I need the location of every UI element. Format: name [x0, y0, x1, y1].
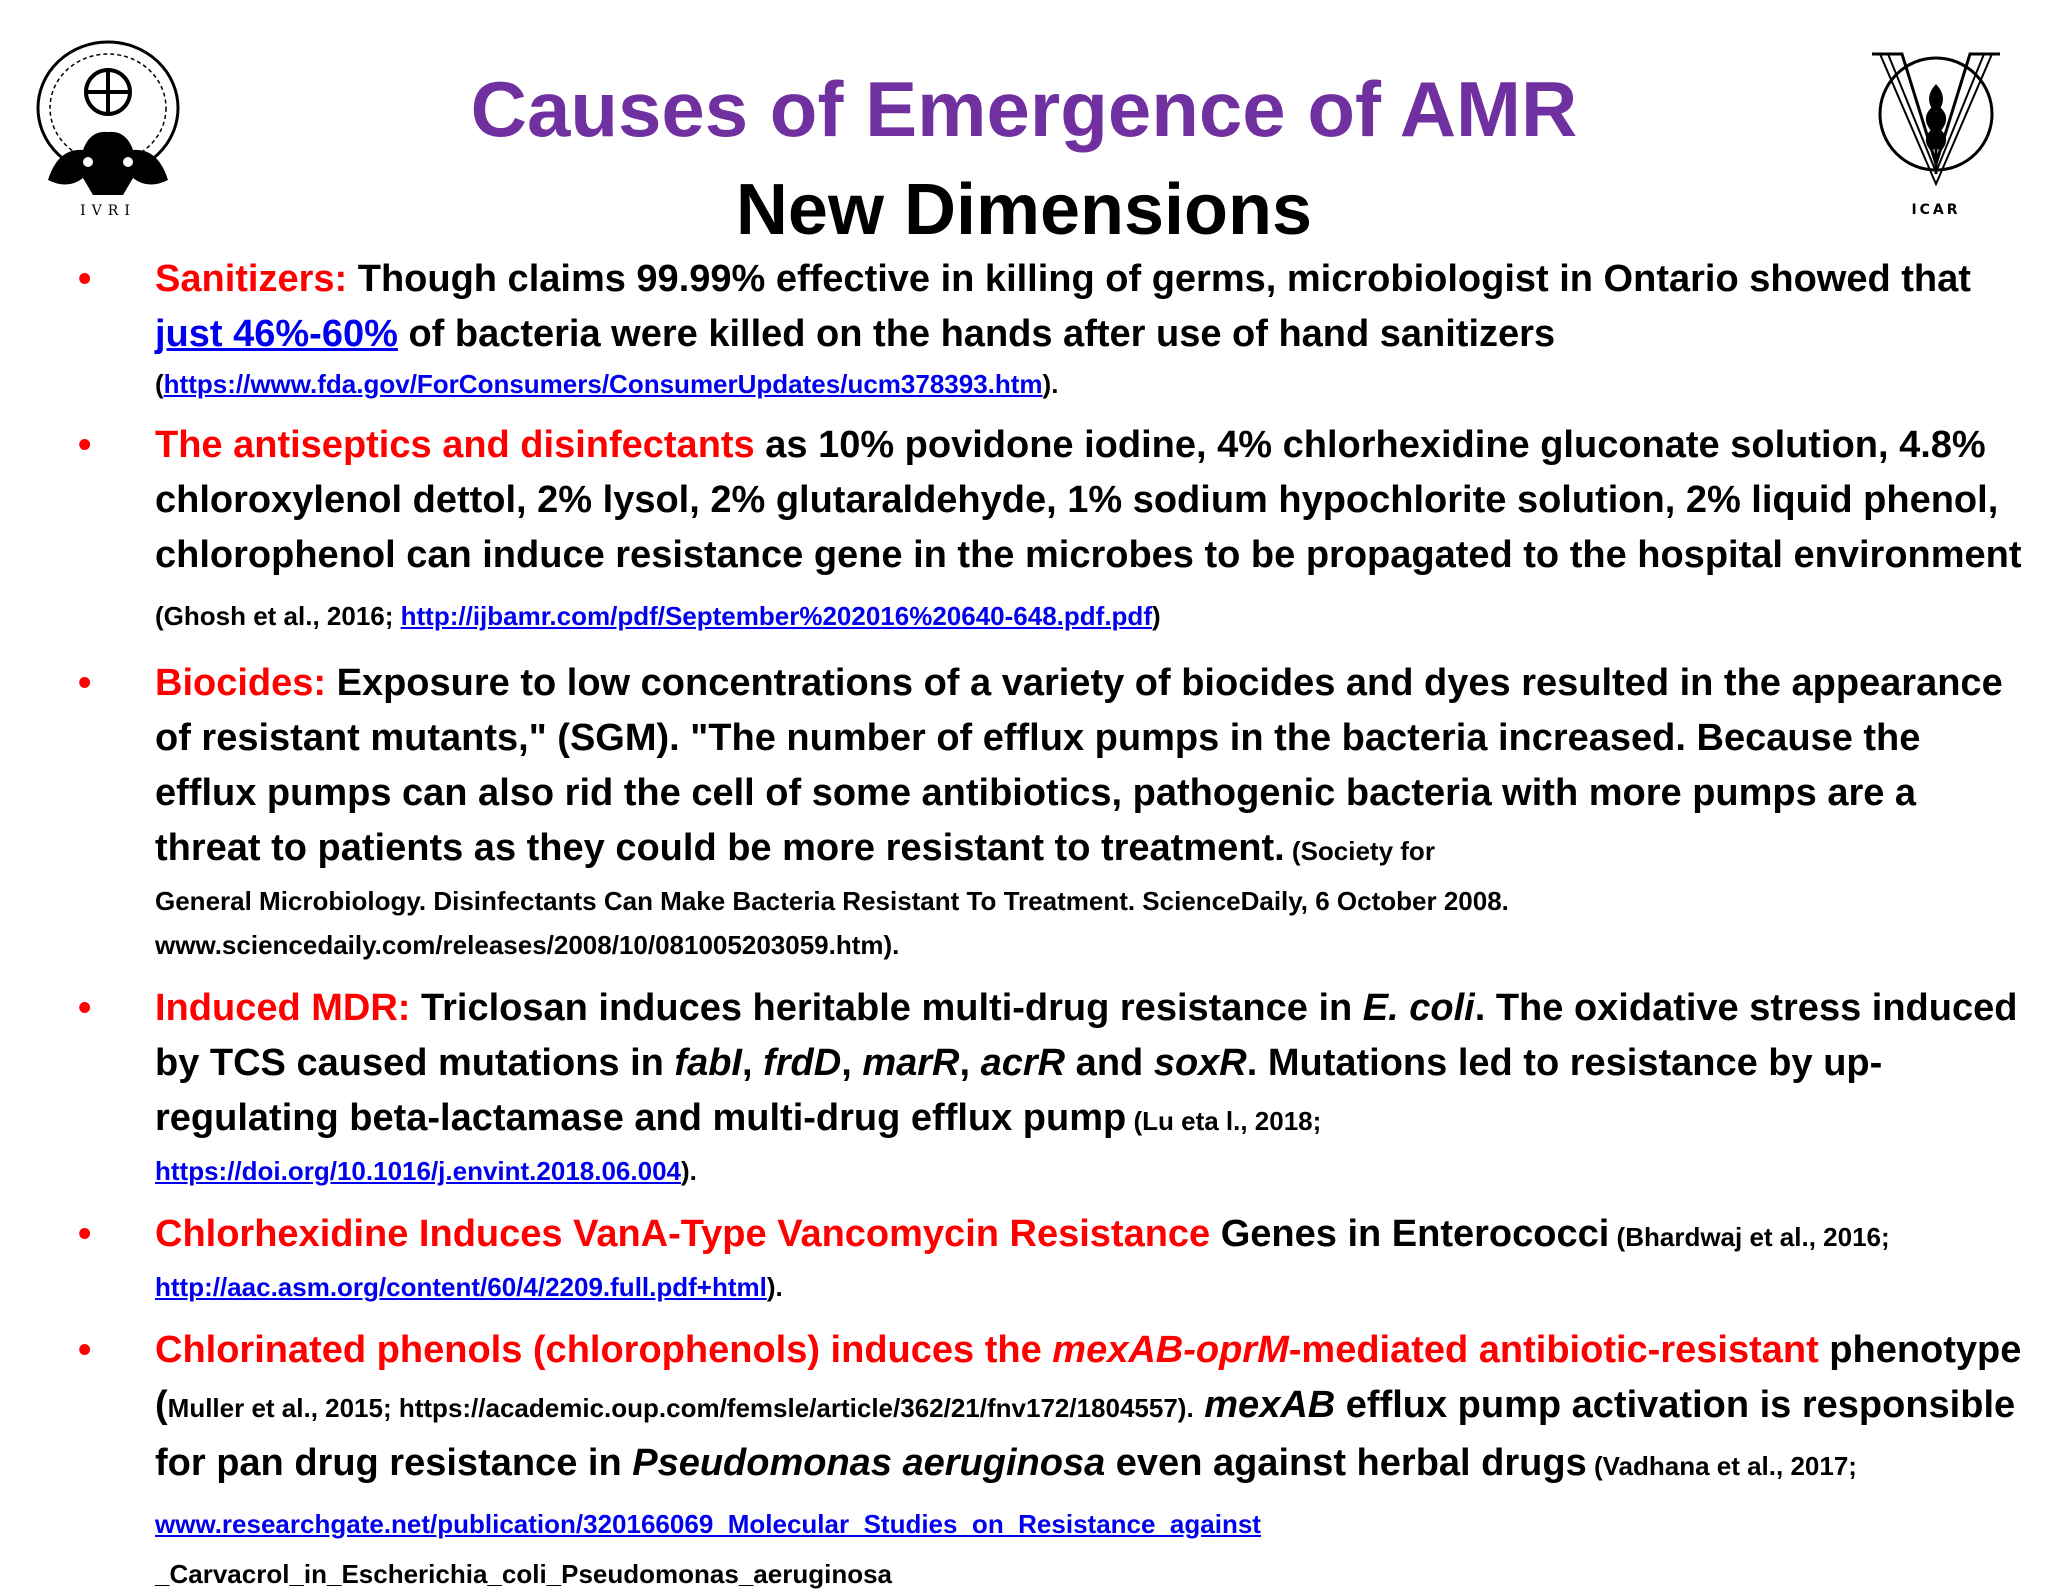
bullet-text: as 10% povidone iodine, 4% chlorhexidine gluconate solution, 4.8% chloroxylenol dettol, 2% lysol, 2% glutaraldehyde, 1% sodium hypochlorite solution, 2% liquid phenol, chlorophenol can induce resistance gene in the microbes to be propagated to the hospital environment — [155, 424, 2022, 576]
bullet-text: Though claims 99.99% effective in killing of germs, microbiologist in Ontario showed that — [347, 258, 1971, 300]
ref-paren: ) — [1151, 601, 1161, 631]
bullet-label: Induced MDR: — [155, 987, 411, 1029]
bullet-list — [78, 252, 2028, 1596]
gene-name: marR — [862, 1042, 960, 1084]
separator: , — [841, 1042, 863, 1084]
bullet-text: and — [1065, 1042, 1154, 1084]
ijbamr-link[interactable]: http://ijbamr.com/pdf/September%202016%20640-648.pdf.pdf — [400, 601, 1152, 631]
bullet-label: Chlorinated phenols (chlorophenols) induces the — [155, 1329, 1053, 1371]
bullet-text: efflux pump activation is responsible for pan drug resistance in — [155, 1384, 2016, 1484]
ref-paren: ( — [155, 369, 164, 399]
icar-logo-caption: ICAR — [1911, 202, 1961, 218]
slide-subtitle: New Dimensions — [735, 170, 1313, 250]
bullet-label: Sanitizers: — [155, 258, 348, 300]
bullet-label: The antiseptics and disinfectants — [155, 424, 755, 466]
bullet-text: Exposure to low concentrations of a variety of biocides and dyes resulted in the appearance of resistant mutants," (SGM). "The number of efflux pumps in the bacteria increased. Because the efflux pumps can also rid the cell of some antibiotics, pathogenic bacteria with more pumps are a threat to patients as they could be more resistant to treatment. — [155, 662, 2003, 869]
bullet-marker: • — [78, 1213, 92, 1255]
fda-link[interactable]: https://www.fda.gov/ForConsumers/ConsumerUpdates/ucm378393.htm — [163, 369, 1043, 399]
reference-text: _Carvacrol_in_Escherichia_coli_Pseudomonas_aeruginosa — [155, 1559, 893, 1589]
bullet-text: . Mutations led to resistance by up-regulating beta-lactamase and multi-drug efflux pump — [155, 1042, 1883, 1139]
reference-text: General Microbiology. Disinfectants Can Make Bacteria Resistant To Treatment. ScienceDaily, 6 October 2008. — [155, 886, 1509, 916]
reference-text: (Bhardwaj et al., 2016; — [1609, 1222, 1890, 1252]
separator: , — [959, 1042, 981, 1084]
bullet-sanitizers — [78, 252, 2028, 406]
aac-link[interactable]: http://aac.asm.org/content/60/4/2209.full.pdf+html — [155, 1272, 767, 1302]
reference-text: (Lu eta l., 2018; — [1126, 1106, 1322, 1136]
bullet-marker: • — [78, 424, 92, 466]
bullet-chlorhexidine — [78, 1207, 2028, 1309]
bullet-biocides — [78, 656, 2028, 967]
gene-name: fabI — [674, 1042, 742, 1084]
ref-paren: ). — [681, 1156, 697, 1186]
bullet-marker: • — [78, 987, 92, 1029]
bullet-marker: • — [78, 258, 92, 300]
bullet-label: -mediated antibiotic-resistant — [1288, 1329, 1819, 1371]
gene-name: mexAB-oprM — [1052, 1329, 1289, 1371]
gene-name: soxR — [1153, 1042, 1247, 1084]
bullet-marker: • — [78, 662, 92, 704]
bullet-text: Genes in Enterococci — [1210, 1213, 1610, 1255]
bullet-marker: • — [78, 1329, 92, 1371]
ivri-logo-caption: IVRI — [80, 203, 136, 219]
bullet-text: . The oxidative stress induced by TCS caused mutations in — [155, 987, 2018, 1084]
bullet-label: Biocides: — [155, 662, 327, 704]
bullet-antiseptics — [78, 418, 2028, 644]
reference-text: (Ghosh et al., 2016; — [155, 601, 401, 631]
doi-link[interactable]: https://doi.org/10.1016/j.envint.2018.06.004 — [155, 1156, 681, 1186]
researchgate-link[interactable]: www.researchgate.net/publication/320166069_Molecular_Studies_on_Resistance_against — [155, 1509, 1261, 1539]
reference-text: (Society for — [1284, 836, 1435, 866]
gene-name: frdD — [763, 1042, 842, 1084]
reference-text: (Vadhana et al., 2017; — [1586, 1451, 1857, 1481]
bullet-text: phenotype ( — [155, 1329, 2022, 1426]
bullet-text: of bacteria were killed on the hands after use of hand sanitizers — [397, 313, 1556, 355]
ref-paren: ). — [1042, 369, 1059, 399]
bullet-induced-mdr — [78, 981, 2028, 1193]
slide-title: Causes of Emergence of AMR — [470, 65, 1578, 153]
ref-paren: ). — [766, 1272, 783, 1302]
species-name: E. coli — [1362, 987, 1475, 1029]
bullet-label: Chlorhexidine Induces VanA-Type Vancomycin Resistance — [155, 1213, 1211, 1255]
species-name: Pseudomonas aeruginosa — [632, 1442, 1106, 1484]
gene-name: mexAB — [1204, 1384, 1336, 1426]
bullet-text: even against herbal drugs — [1105, 1442, 1587, 1484]
gene-name: acrR — [980, 1042, 1066, 1084]
separator — [1194, 1384, 1205, 1426]
bullet-text: Triclosan induces heritable multi-drug resistance in — [410, 987, 1363, 1029]
reference-text: Muller et al., 2015; https://academic.oup.com/femsle/article/362/21/fnv172/1804557). — [167, 1393, 1194, 1423]
percent-link[interactable]: just 46%-60% — [155, 313, 398, 355]
separator: , — [741, 1042, 764, 1084]
bullet-chlorinated-phenols — [78, 1323, 2028, 1596]
reference-text: www.sciencedaily.com/releases/2008/10/081005203059.htm). — [155, 930, 900, 960]
